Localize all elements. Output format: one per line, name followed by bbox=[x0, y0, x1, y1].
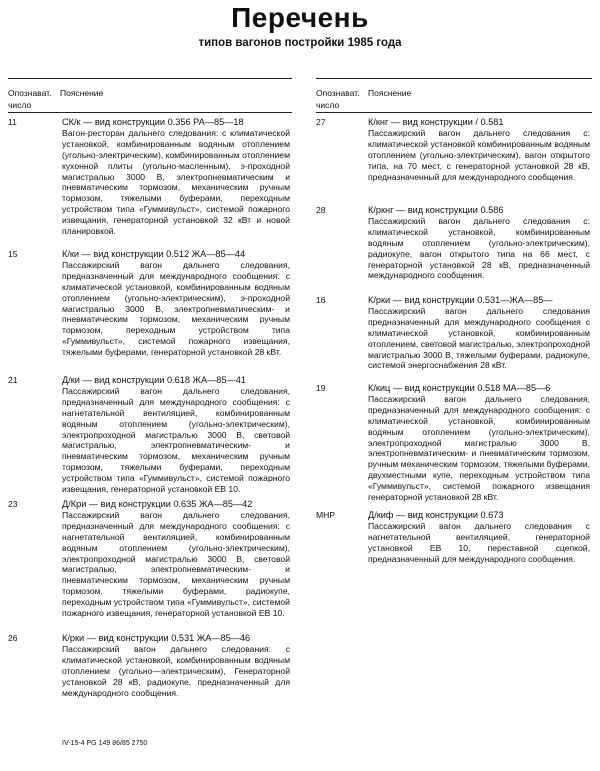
entry-heading: К/рки — вид конструкции 0.531 ЖА—85—46 bbox=[62, 633, 251, 643]
header-explanation: Пояснение bbox=[368, 88, 412, 98]
entry-number: 19 bbox=[316, 383, 326, 393]
entry-body: Пассажирский вагон дальнего следования: с климатической установкой, комбинированным водяным отоплением (угольно—электрическим), Генераторной установкой 28 кВ, радиокупе, предназначенный для международного сообщения. bbox=[62, 643, 290, 698]
entry-number: 28 bbox=[316, 205, 326, 215]
header-code: Опознават. bbox=[8, 88, 52, 98]
page-subtitle: типов вагонов постройки 1985 года bbox=[198, 37, 402, 49]
entry-body: Пассажирский вагон дальнего следования предназначенный для международного сообщения с климатической установкой, комбинированным отоплением, световой магистралью, электропроходной магистралью 3000 В, тяжелыми буферами, радиокупе, системой энергоснабжения 28 кВт. bbox=[368, 305, 590, 371]
entry-number: МНР bbox=[316, 510, 336, 520]
entry-body: Пассажирский вагон дальнего следования, предназначенный для международного сообщения: с нагнетательной вентиляцией, комбинированным водяным отоплением (угольно-электрическим), электропроходной магистралью 3000 В, световой магистралью, электропневматическим- и пневматическим тормозом, механическим ручным тормозом, тяжелыми буферами, радиокупе, переходным устройством типа «Гуммивульст», системой пожарного извещания, генераторной установкой ЕВ 10. bbox=[62, 509, 290, 619]
header-explanation: Пояснение bbox=[60, 88, 104, 98]
entry-number: 15 bbox=[8, 249, 18, 259]
entry-number: 16 bbox=[316, 295, 326, 305]
column-header bbox=[316, 79, 592, 112]
entry-number: 23 bbox=[8, 499, 18, 509]
header-code: Опознават. bbox=[316, 88, 360, 98]
divider bbox=[316, 112, 592, 113]
left-column bbox=[8, 78, 292, 698]
entry-number: 26 bbox=[8, 633, 18, 643]
entry-number: 21 bbox=[8, 375, 18, 385]
right-column bbox=[316, 78, 592, 564]
entry-heading: СК/к — вид конструкции 0.356 РА—85—18 bbox=[62, 117, 244, 127]
page-title: Перечень bbox=[231, 2, 369, 33]
entry-number: 11 bbox=[8, 117, 17, 127]
column-header bbox=[8, 79, 292, 112]
divider bbox=[8, 112, 292, 113]
entry-body: Пассажирский вагон дальнего следования, предназначенный для международного сообщения: с климатической установкой, комбинированным водяным отоплением (угольно-электрическим), электропроходной магистралью 3000 В, электропневматическим- и пневматическим тормозом, ручным механическим тормозом, тяжелыми буферами, двухместными купе, переходным устройством типа «Гуммивульст», системой пожарного извещания генераторной установкой 28 кВт. bbox=[368, 393, 590, 503]
entry-heading: К/ркнг — вид конструкции 0.586 bbox=[368, 205, 504, 215]
entry-heading: К/кнг — вид конструкции / 0.581 bbox=[368, 117, 504, 127]
entry-heading: Д/киф — вид конструкции 0.673 bbox=[368, 510, 504, 520]
entry-heading: Д/ки — вид конструкции 0.618 ЖА—85—41 bbox=[62, 375, 246, 385]
header-code-line2: число bbox=[8, 100, 32, 110]
header-code-line2: число bbox=[316, 100, 340, 110]
entry-body: Вагон-ресторан дальнего следования: с климатической установкой, комбинированным водяным отоплением (угольно-электрическим), комбинированным отоплением кухонной плиты (угольно-масленным), э-проходной магистралью 3000 В, электропневматическим и пневматическим тормозом, механическим ручным тормозом, тяжелыми буферами, переходным устройством типа «Гуммивульст», системой пожарного извещания, генераторной установкой 32 кВт и новой планировкой. bbox=[62, 127, 290, 237]
entry-heading: К/рки — вид конструкции 0.531—ЖА—85— bbox=[368, 295, 553, 305]
entry-heading: Д/Кри — вид конструкции 0.635 ЖА—85—42 bbox=[62, 499, 253, 509]
entry-body: Пассажирский вагон дальнего следования, предназначенный для международного сообщения: с климатической установкой, комбинированным водяным отоплением (угольно-электрическим), э-проходной магистралью 3000 В, электропневматическим- и пневматическим тормозом, механическим ручным тормозом, переходным устройством типа «Гуммивульст», системой пожарного извещания, тяжелыми буферами, генераторной установкой 28 кВт. bbox=[62, 259, 290, 358]
print-code-footer: IV-15-4 PG 149 86/85 2750 bbox=[62, 740, 148, 747]
entry-heading: К/ки — вид конструкции 0.512 ЖА—85—44 bbox=[62, 249, 246, 259]
entry-body: Пассажирский вагон дальнего следования с: климатической установкой, комбинированным водяным отоплением (угольно-электрическим), радиокупе, вагон открытого типа на 66 мест, с генераторной установкой 28 кВ, предназначенный международного сообщения. bbox=[368, 215, 590, 281]
entry-number: 27 bbox=[316, 117, 326, 127]
entry-body: Пассажирский вагон дальнего следования с: климатической установкой комбинированным водяным отоплением (угольно-электрическим), вагон открытого типа, на 70 мест, с генераторной установкой 28 кВ, предназначенный для международного сообщения. bbox=[368, 127, 590, 182]
entry-heading: К/киц — вид конструкции 0.518 МА—85—6 bbox=[368, 383, 551, 393]
entry-body: Пассажирский вагон дальнего следования, предназначенный для международного сообщения: с нагнетательной вентиляцией, комбинированным водяным отоплением (угольно-электрическим), электропроходной магистралью 3000 В, световой магистралью, электропневматическим- и пневматическим тормозом, механическим ручным тормозом, тяжелыми буферами, переходным устройством типа «Гуммивульст», системой пожарного извещания, генераторной установкой ЕВ 10. bbox=[62, 385, 290, 495]
entry-body: Пассажирский вагон дальнего следования с нагнетательной вентиляцией, генераторной установкой ЕВ 10, переставной сцепкой, предназначенный для международного сообщения. bbox=[368, 520, 590, 564]
